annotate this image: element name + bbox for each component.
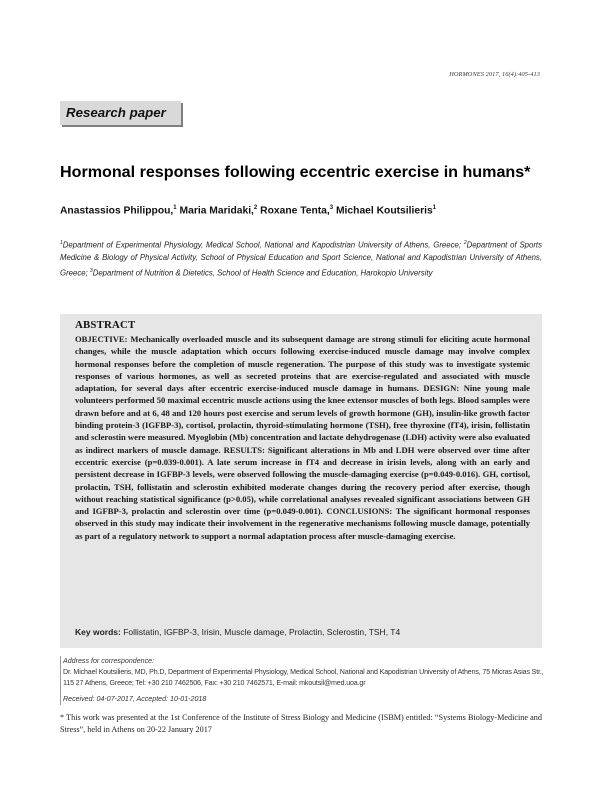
author-affiliation-mark: 1 xyxy=(432,205,437,211)
author-affiliation-mark: 2 xyxy=(253,205,258,211)
affiliation-1: Department of Experimental Physiology, Medical School, National and Kapodistrian University of Athens, Greece; xyxy=(62,240,461,250)
affiliation-mark: 3 xyxy=(89,267,93,274)
keywords xyxy=(75,627,530,637)
affiliation-2: Department of Sports Medicine & Biology of Physical Activity, School of Physical Education and Sport Science, National and Kapodistrian University of Athens, Greece; xyxy=(60,240,542,278)
abstract-box xyxy=(60,314,542,648)
affiliation-mark: 1 xyxy=(60,240,63,246)
author-affiliation-mark: 3 xyxy=(329,205,334,211)
author-name: Maria Maridaki, xyxy=(179,205,254,217)
abstract-text: OBJECTIVE: Mechanically overloaded muscle and its subsequent damage are strong stimuli for eliciting acute hormonal changes, while the muscle adaptation which occurs following exercise-induced muscle damage may involve complex hormonal responses before the completion of muscle regeneration. The purpose of this study was to investigate systemic responses of various hormones, as well as secreted proteins that are exercise-regulated and associated with muscle adaptation, for several days after eccentric exercise-induced muscle damage in humans. DESIGN: Nine young male volunteers performed 50 maximal eccentric muscle actions using the knee extensor muscles of both legs. Blood samples were drawn before and at 6, 48 and 120 hours post exercise and serum levels of growth hormone (GH), insulin-like growth factor binding protein-3 (IGFBP-3), cortisol, prolactin, thyroid-stimulating hormone (TSH), free thyroxine (fT4), irisin, follistatin and sclerostin were measured. Myoglobin (Mb) concentration and lactate dehydrogenase (LDH) activity were also evaluated as indirect markers of muscle damage. RESULTS: Significant alterations in Mb and LDH were observed over time after eccentric exercise (p=0.039-0.001). A late serum increase in fT4 and decrease in irisin levels, along with an early and persistent decrease in IGFBP-3 levels, were observed following the muscle-damaging exercise (p=0.049-0.016). GH, cortisol, prolactin, TSH, follistatin and sclerostin exhibited moderate changes during the recovery period after exercise, though without reaching statistical significance (p>0.05), while correlational analyses revealed significant associations between GH and IGFBP-3, prolactin and sclerostin over time (p=0.049-0.001). CONCLUSIONS: The significant hormonal responses observed in this study may indicate their involvement in the regenerative mechanisms following muscle damage, potentially as part of a regulatory network to support a normal adaptation process after muscle-damaging exercise. xyxy=(75,334,530,541)
correspondence-label: Address for correspondence: xyxy=(63,657,155,665)
author-name: Anastassios Philippou, xyxy=(60,205,174,217)
author-name: Roxane Tenta, xyxy=(260,205,330,217)
author-name: Michael Koutsilieris xyxy=(335,205,433,217)
article-type-badge xyxy=(60,101,181,125)
keywords-list: Follistatin, IGFBP-3, Irisin, Muscle damage, Prolactin, Sclerostin, TSH, T4 xyxy=(123,627,401,637)
keywords-label: Key words: xyxy=(75,627,121,637)
author-list xyxy=(60,205,436,216)
affiliation-mark: 2 xyxy=(463,240,467,246)
correspondence-block xyxy=(60,656,545,705)
paper-title: Hormonal responses following eccentric exercise in humans* xyxy=(60,163,531,181)
affiliations xyxy=(60,237,542,280)
correspondence-address: Dr. Michael Koutsilieris, MD, Ph.D, Department of Experimental Physiology, Medical School, National and Kapodistrian University of Athens, 75 Micras Asias Str., 115 27 Athens, Greece; Tel: +30 210 7462506, Fax: +30 210 7462571, E-mail: mkoutsil@med.uoa.gr xyxy=(63,668,544,687)
journal-reference: HORMONES 2017, 16(4):405-413 xyxy=(449,71,540,78)
author-affiliation-mark: 1 xyxy=(173,205,177,211)
article-type-label: Research paper xyxy=(66,105,166,120)
received-accepted-dates: Received: 04-07-2017, Accepted: 10-01-2018 xyxy=(63,695,207,703)
affiliation-3: Department of Nutrition & Dietetics, School of Health Science and Education, Harokopio University xyxy=(92,268,433,278)
abstract-heading: ABSTRACT xyxy=(75,319,136,331)
conference-footnote: * This work was presented at the 1st Conference of the Institute of Stress Biology and Medicine (ISBM) entitled: “Systems Biology-Medicine and Stress”, held in Athens on 20-22 January 2017 xyxy=(60,713,542,734)
